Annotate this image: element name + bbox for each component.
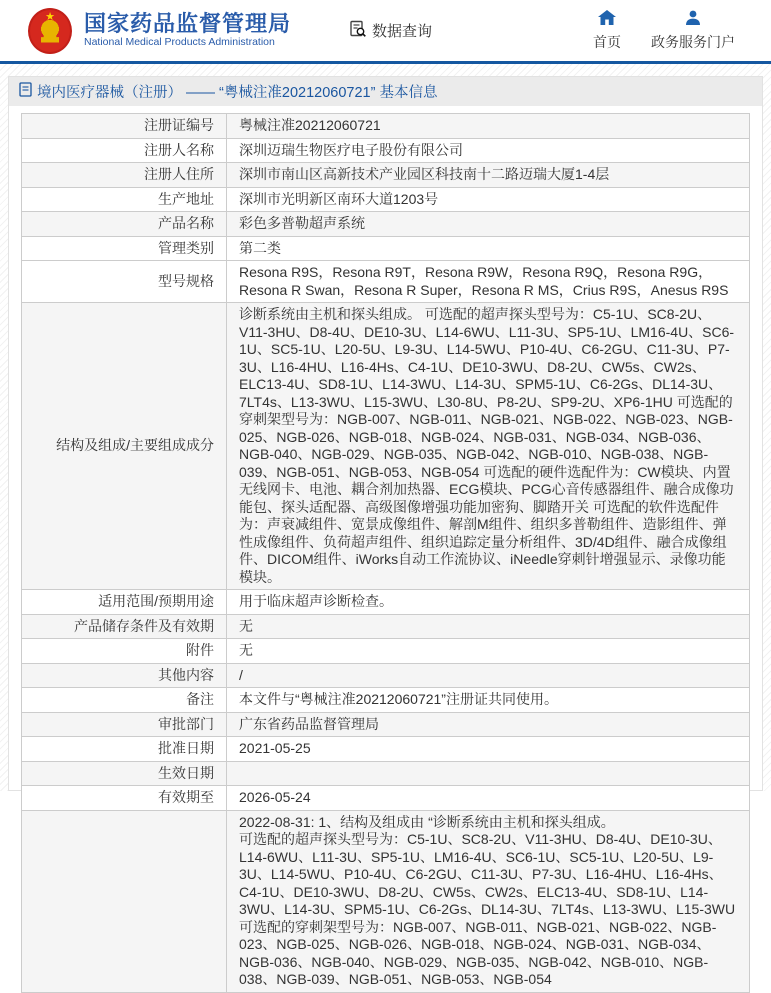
nav-item-portal[interactable] xyxy=(651,10,735,52)
table-row xyxy=(22,761,750,786)
row-label: 生效日期 xyxy=(22,761,227,786)
row-label: 产品名称 xyxy=(22,212,227,237)
row-label: 注册人名称 xyxy=(22,138,227,163)
row-value: 深圳市光明新区南环大道1203号 xyxy=(227,187,750,212)
row-label: 备注 xyxy=(22,688,227,713)
national-emblem-logo: ★ xyxy=(28,8,72,54)
row-value: 第二类 xyxy=(227,236,750,261)
table-row xyxy=(22,303,750,590)
row-value: 2022-08-31: 1、结构及组成由 “诊断系统由主机和探头组成。 可选配的超声探头型号为：C5-1U、SC8-2U、V11-3HU、D8-4U、DE10-3U、L14-6WU、L11-3U、SP5-1U、LM16-4U、SC6-1U、SC5-1U、L20-5U、L9-3U、L14-5WU、P10-4U、C6-2GU、C11-3U、P7-3U、L16-4HU、L16-4Hs、C4-1U、DE10-3WU、D8-2U、CW5s、CW2s、ELC13-4U、SD8-1U、L14-3WU、L14-3U、SPM5-1U、C6-2Gs、DL14-3U、7LT4s、L13-3WU、L15-3WU 可选配的穿刺架型号为：NGB-007、NGB-011、NGB-021、NGB-022、NGB-023、NGB-025、NGB-026、NGB-018、NGB-024、NGB-031、NGB-034、NGB-036、NGB-040、NGB-029、NGB-035、NGB-042、NGB-010、NGB-038、NGB-039、NGB-051、NGB-053、NGB-054 xyxy=(227,810,750,992)
row-label: 生产地址 xyxy=(22,187,227,212)
row-value: 彩色多普勒超声系统 xyxy=(227,212,750,237)
table-row xyxy=(22,236,750,261)
row-label: 其他内容 xyxy=(22,663,227,688)
row-label: 管理类别 xyxy=(22,236,227,261)
row-value: 本文件与“粤械注准20212060721”注册证共同使用。 xyxy=(227,688,750,713)
row-label xyxy=(22,810,227,992)
row-value: 用于临床超声诊断检查。 xyxy=(227,590,750,615)
site-header xyxy=(0,0,771,64)
top-nav xyxy=(593,10,735,52)
table-row xyxy=(22,688,750,713)
table-row xyxy=(22,810,750,992)
row-value: 无 xyxy=(227,639,750,664)
row-value xyxy=(227,761,750,786)
row-label: 审批部门 xyxy=(22,712,227,737)
user-icon xyxy=(685,10,701,28)
page-title-bar xyxy=(9,77,762,106)
row-value: 深圳迈瑞生物医疗电子股份有限公司 xyxy=(227,138,750,163)
row-value: 粤械注准20212060721 xyxy=(227,114,750,139)
row-value: 诊断系统由主机和探头组成。 可选配的超声探头型号为：C5-1U、SC8-2U、V11-3HU、D8-4U、DE10-3U、L14-6WU、L11-3U、SP5-1U、LM16-4U、SC6-1U、SC5-1U、L20-5U、L9-3U、L14-5WU、P10-4U、C6-2GU、C11-3U、P7-3U、L16-4HU、L16-4Hs、C4-1U、DE10-3WU、D8-2U、CW5s、CW2s、ELC13-4U、SD8-1U、L14-3WU、L14-3U、SPM5-1U、C6-2Gs、DL14-3U、7LT4s、L13-3WU、L15-3WU、L30-8U、P8-2U、SP9-2U、XP6-1HU 可选配的穿刺架型号为：NGB-007、NGB-011、NGB-021、NGB-022、NGB-023、NGB-025、NGB-026、NGB-018、NGB-024、NGB-031、NGB-034、NGB-036、NGB-040、NGB-029、NGB-035、NGB-042、NGB-010、NGB-038、NGB-039、NGB-051、NGB-053、NGB-054 可选配的硬件选配件为：CW模块、内置无线网卡、电池、耦合剂加热器、ECG模块、PCG心音传感器组件、融合成像功能包、探头适配器、高级图像增强功能加密狗、脚踏开关 可选配的软件选配件为：声衰减组件、宽景成像组件、解剖M组件、组织多普勒组件、造影组件、弹性成像组件、负荷超声组件、组织追踪定量分析组件、3D/4D组件、融合成像组件、DICOM组件、iWorks自动工作流协议、iNeedle穿刺针增强显示、录像功能模块。 xyxy=(227,303,750,590)
row-value: 广东省药品监督管理局 xyxy=(227,712,750,737)
agency-name-cn: 国家药品监督管理局 xyxy=(84,11,292,36)
table-row xyxy=(22,639,750,664)
row-label: 注册人住所 xyxy=(22,163,227,188)
content-container xyxy=(8,76,763,987)
row-label: 注册证编号 xyxy=(22,114,227,139)
row-label: 适用范围/预期用途 xyxy=(22,590,227,615)
document-icon xyxy=(19,82,37,101)
row-value: 2021-05-25 xyxy=(227,737,750,762)
row-label: 产品储存条件及有效期 xyxy=(22,614,227,639)
row-value: 2026-05-24 xyxy=(227,786,750,811)
table-row xyxy=(22,786,750,811)
table-row xyxy=(22,163,750,188)
nav-home-label: 首页 xyxy=(593,33,621,50)
table-row xyxy=(22,114,750,139)
row-value: 无 xyxy=(227,614,750,639)
row-value: Resona R9S，Resona R9T，Resona R9W，Resona R9Q，Resona R9G，Resona R Swan，Resona R Super，Resona R MS，Crius R9S，Anesus R9S xyxy=(227,261,750,303)
table-row xyxy=(22,737,750,762)
agency-title-block xyxy=(84,12,291,49)
table-row xyxy=(22,614,750,639)
row-label: 批准日期 xyxy=(22,737,227,762)
content-background xyxy=(0,64,771,987)
registration-info-table xyxy=(21,113,750,993)
table-row xyxy=(22,590,750,615)
table-row xyxy=(22,187,750,212)
home-icon xyxy=(598,10,616,28)
row-label: 有效期至 xyxy=(22,786,227,811)
table-row xyxy=(22,712,750,737)
table-row xyxy=(22,138,750,163)
row-label: 结构及组成/主要组成成分 xyxy=(22,303,227,590)
table-row xyxy=(22,261,750,303)
row-label: 型号规格 xyxy=(22,261,227,303)
table-row xyxy=(22,212,750,237)
row-value: / xyxy=(227,663,750,688)
page-title: 境内医疗器械（注册） —— “粤械注准20212060721” 基本信息 xyxy=(37,85,438,101)
row-label: 附件 xyxy=(22,639,227,664)
row-value: 深圳市南山区高新技术产业园区科技南十二路迈瑞大厦1-4层 xyxy=(227,163,750,188)
data-query-menu-item[interactable] xyxy=(349,20,432,42)
data-query-label: 数据查询 xyxy=(372,23,433,40)
info-table-body xyxy=(22,114,750,993)
nav-item-home[interactable] xyxy=(593,10,621,52)
document-search-icon xyxy=(349,20,372,42)
agency-name-en: National Medical Products Administration xyxy=(84,36,275,48)
table-row xyxy=(22,663,750,688)
nav-portal-label: 政务服务门户 xyxy=(651,33,735,50)
